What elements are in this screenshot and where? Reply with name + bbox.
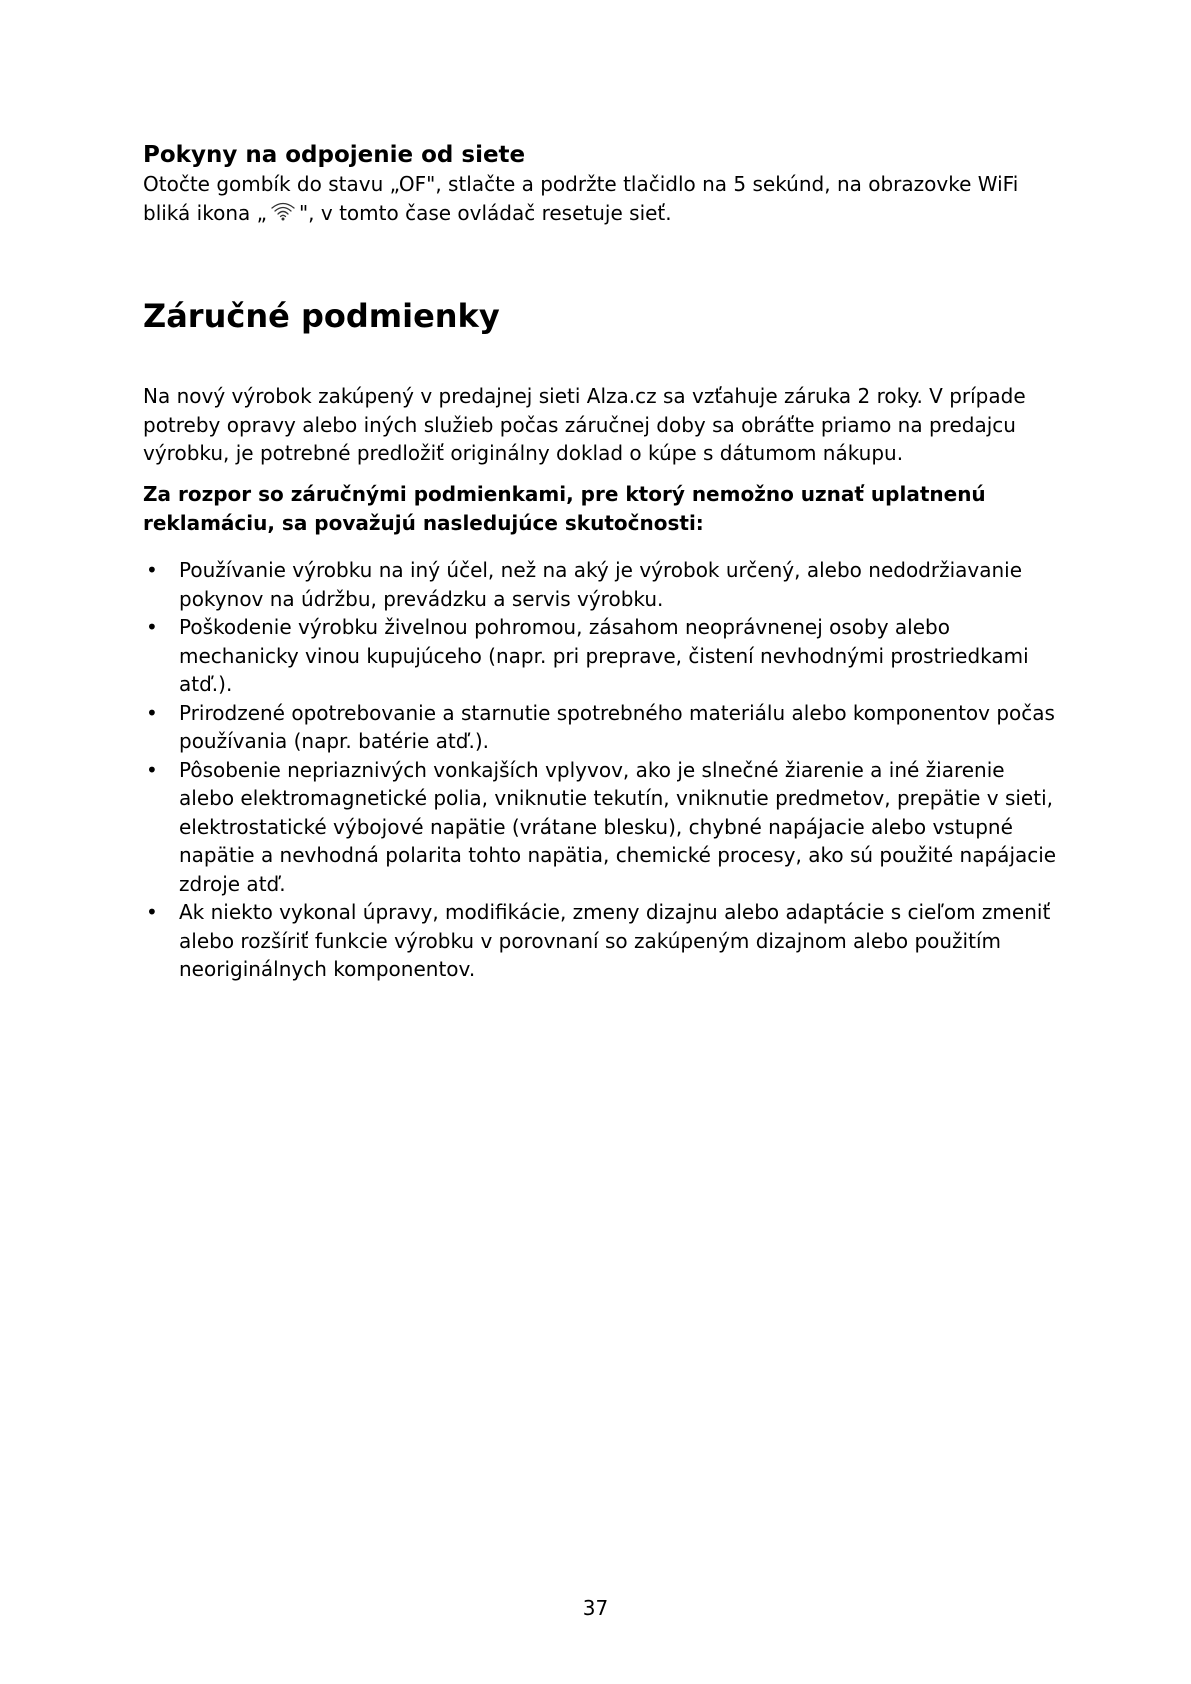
list-item-text: Poškodenie výrobku živelnou pohromou, zásahom neoprávnenej osoby alebo mechanicky vinou kupujúceho (napr. pri preprave, čistení nevhodnými prostriedkami atď.).	[179, 615, 1029, 696]
bullet-icon: •	[146, 900, 158, 924]
exclusions-list	[143, 556, 1063, 984]
warranty-title: Záručné podmienky	[143, 297, 500, 335]
wifi-icon	[270, 200, 296, 222]
list-item-text: Ak niekto vykonal úpravy, modifikácie, zmeny dizajnu alebo adaptácie s cieľom zmeniť alebo rozšíriť funkcie výrobku v porovnaní so zakúpeným dizajnom alebo použitím neoriginálnych komponentov.	[179, 900, 1051, 981]
bullet-icon: •	[146, 757, 158, 782]
warranty-intro: Na nový výrobok zakúpený v predajnej sieti Alza.cz sa vzťahuje záruka 2 roky. V prípade potreby opravy alebo iných služieb počas záručnej doby sa obráťte priamo na predajcu výrobku, je potrebné predložiť originálny doklad o kúpe s dátumom nákupu.	[143, 384, 1026, 465]
bullet-icon: •	[146, 615, 158, 639]
list-item	[143, 898, 1063, 984]
list-item	[143, 556, 1063, 613]
page-number: 37	[582, 1596, 609, 1620]
disconnect-line-2-start: bliká ikona „	[143, 200, 267, 225]
list-item	[143, 699, 1063, 756]
list-item	[143, 756, 1063, 899]
list-item-text: Používanie výrobku na iný účel, než na aký je výrobok určený, alebo nedodržiavanie pokynov na údržbu, prevádzku a servis výrobku.	[179, 558, 1023, 611]
list-item-text: Pôsobenie nepriaznivých vonkajších vplyvov, ako je slnečné žiarenie a iné žiarenie alebo elektromagnetické polia, vniknutie tekutín, vniknutie predmetov, prepätie v sieti, elektrostatické výbojové napätie (vrátane blesku), chybné napájacie alebo vstupné napätie a nevhodná polarita tohto napätia, chemické procesy, ako sú použité napájacie zdroje atď.	[179, 757, 1057, 896]
exclusions-heading: Za rozpor so záručnými podmienkami, pre ktorý nemožno uznať uplatnenú reklamáciu, sa považujú nasledujúce skutočnosti:	[143, 482, 986, 535]
list-item	[143, 613, 1063, 699]
list-item-text: Prirodzené opotrebovanie a starnutie spotrebného materiálu alebo komponentov počas používania (napr. batérie atď.).	[179, 700, 1055, 753]
disconnect-line-2-end: ", v tomto čase ovládač resetuje sieť.	[298, 200, 672, 225]
bullet-icon: •	[146, 558, 158, 582]
document-page	[143, 140, 1063, 981]
disconnect-heading: Pokyny na odpojenie od siete	[143, 142, 526, 168]
disconnect-line-1: Otočte gombík do stavu „OF", stlačte a podržte tlačidlo na 5 sekúnd, na obrazovke WiFi	[143, 172, 1019, 196]
bullet-icon: •	[146, 700, 158, 725]
disconnect-instructions	[143, 170, 1063, 227]
